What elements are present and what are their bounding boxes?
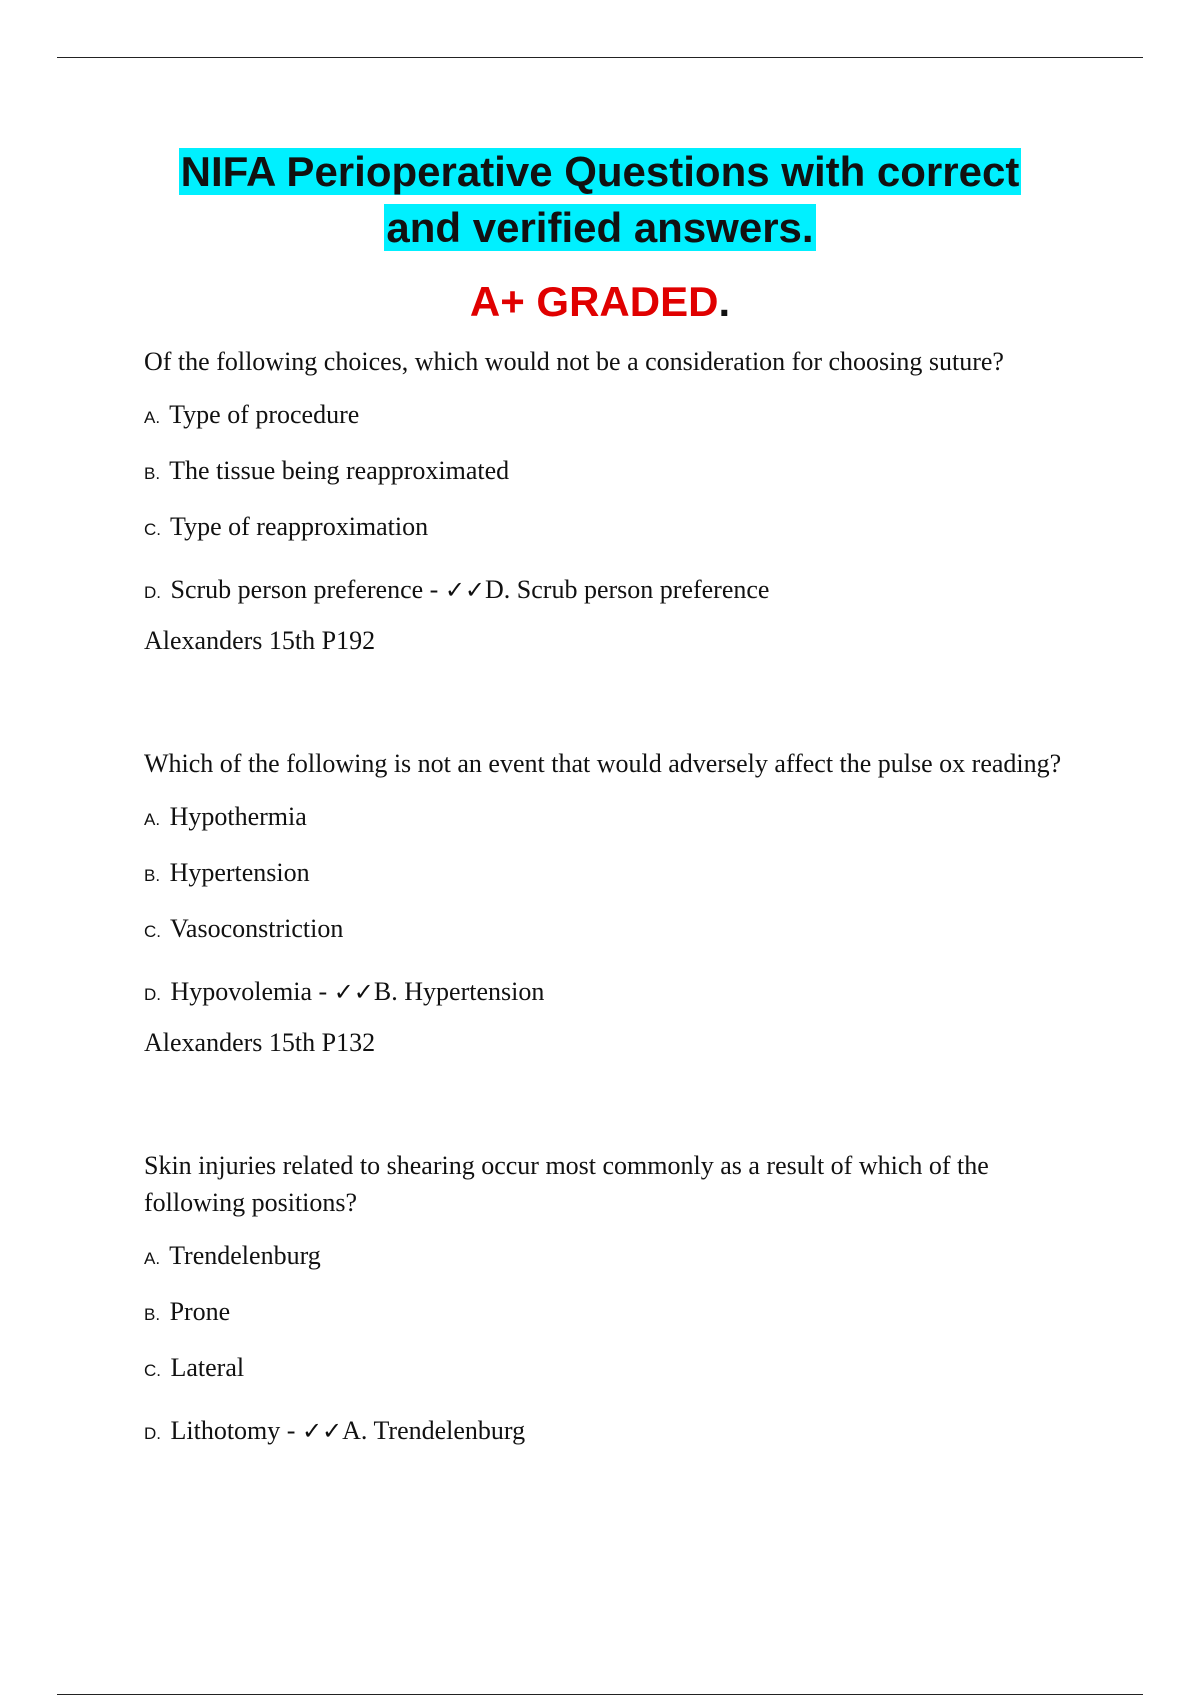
- answer-text: D. Scrub person preference: [485, 575, 770, 604]
- option-a: A. Trendelenburg: [144, 1241, 321, 1270]
- reference-text: Alexanders 15th P192: [144, 626, 376, 655]
- option-c: C. Lateral: [144, 1353, 245, 1382]
- document-title: [0, 144, 1200, 330]
- answer-text: A. Trendelenburg: [342, 1416, 526, 1445]
- option-d-with-answer: D. Lithotomy - ✓✓A. Trendelenburg: [144, 1416, 526, 1445]
- question-list: [144, 343, 1084, 1464]
- question-text: Skin injuries related to shearing occur most commonly as a result of which of the following positions?: [144, 1151, 989, 1217]
- header-rule: [57, 57, 1143, 58]
- footer-rule: [57, 1694, 1143, 1695]
- option-a: A. Type of procedure: [144, 400, 360, 429]
- question-block-3: [144, 1147, 1084, 1452]
- option-b: B. Hypertension: [144, 858, 310, 887]
- title-line-1: NIFA Perioperative Questions with correct: [180, 148, 1020, 195]
- option-b: B. The tissue being reapproximated: [144, 456, 510, 485]
- question-block-2: [144, 745, 1084, 1061]
- reference-text: Alexanders 15th P132: [144, 1028, 376, 1057]
- option-a: A. Hypothermia: [144, 802, 307, 831]
- question-block-1: [144, 343, 1084, 659]
- question-text: Which of the following is not an event that would adversely affect the pulse ox reading?: [144, 749, 1062, 778]
- answer-text: B. Hypertension: [373, 977, 545, 1006]
- option-c: C. Vasoconstriction: [144, 914, 344, 943]
- double-check-icon: ✓✓: [333, 978, 374, 1006]
- double-check-icon: ✓✓: [301, 1417, 343, 1445]
- option-d-with-answer: D. Scrub person preference - ✓✓D. Scrub person preference: [144, 575, 770, 604]
- option-b: B. Prone: [144, 1297, 231, 1326]
- option-c: C. Type of reapproximation: [144, 512, 429, 541]
- double-check-icon: ✓✓: [444, 576, 486, 604]
- graded-label: A+ GRADED.: [469, 278, 731, 325]
- question-text: Of the following choices, which would not be a consideration for choosing suture?: [144, 347, 1004, 376]
- title-line-2: and verified answers.: [386, 204, 814, 251]
- option-d-with-answer: D. Hypovolemia - ✓✓B. Hypertension: [144, 977, 545, 1006]
